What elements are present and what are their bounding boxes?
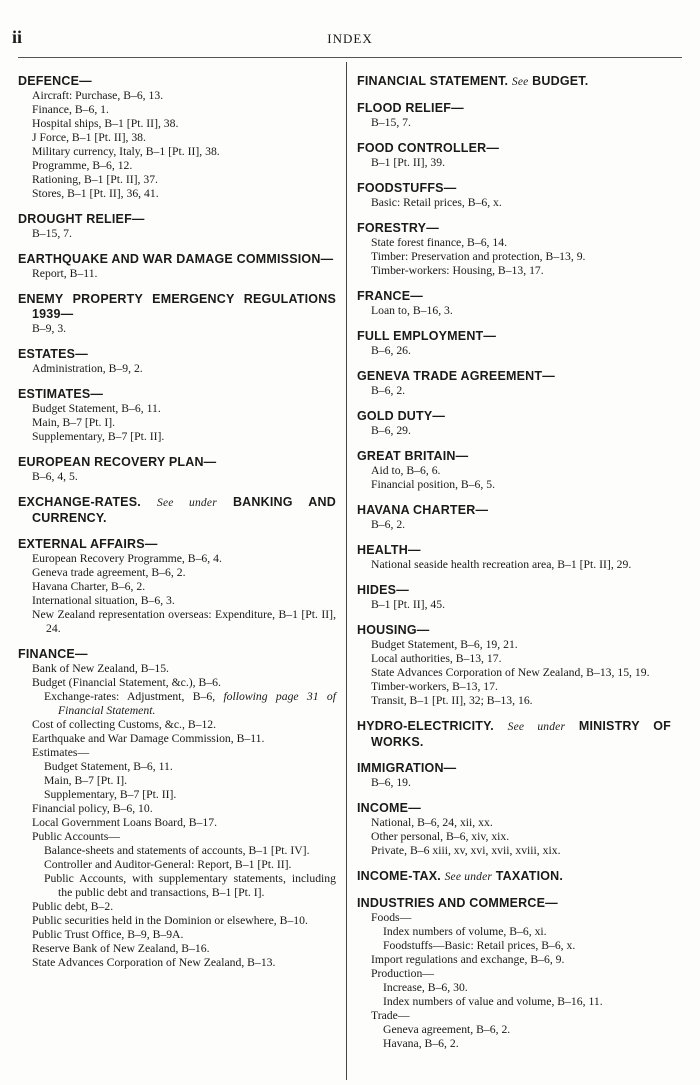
subentry: Public Trust Office, B–9, B–9A.	[32, 928, 184, 941]
index-entry	[18, 212, 336, 241]
entry-heading: ESTIMATES—	[18, 387, 104, 401]
index-entry	[18, 455, 336, 484]
subentry: B–15, 7.	[32, 227, 72, 240]
index-entry	[18, 347, 336, 376]
index-entry	[357, 369, 671, 398]
subentry: European Recovery Programme, B–6, 4.	[32, 552, 222, 565]
entry-heading: HYDRO-ELECTRICITY.	[357, 719, 494, 733]
see-target: BANKING AND CURRENCY.	[32, 495, 336, 525]
subentry: State Advances Corporation of New Zealand, B–13.	[32, 956, 276, 969]
see-target: MINISTRY OF WORKS.	[371, 719, 671, 749]
entry-heading: ESTATES—	[18, 347, 88, 361]
index-entry	[357, 761, 671, 790]
subentry: Index numbers of volume, B–6, xi.	[383, 925, 547, 938]
subentry: National seaside health recreation area, B–1 [Pt. II], 29.	[371, 558, 632, 571]
subentry: Finance, B–6, 1.	[32, 103, 109, 116]
subentry-text: Exchange-rates: Adjustment, B–6,	[44, 690, 216, 703]
entry-heading: GOLD DUTY—	[357, 409, 446, 423]
index-entry	[357, 289, 671, 318]
subentry: Increase, B–6, 30.	[383, 981, 468, 994]
subentry: Public securities held in the Dominion or elsewhere, B–10.	[32, 914, 308, 927]
page-header	[0, 0, 700, 60]
entry-heading: INCOME-TAX.	[357, 869, 441, 883]
see-target: BUDGET.	[532, 74, 589, 88]
index-entry	[18, 647, 336, 970]
subentry: Geneva agreement, B–6, 2.	[383, 1023, 511, 1036]
subentry: International situation, B–6, 3.	[32, 594, 175, 607]
entry-heading: HOUSING—	[357, 623, 430, 637]
entry-heading: FINANCIAL STATEMENT.	[357, 74, 509, 88]
subentry: Transit, B–1 [Pt. II], 32; B–13, 16.	[371, 694, 533, 707]
index-entry	[18, 292, 336, 336]
index-entry	[357, 449, 671, 492]
see-label: See under	[507, 721, 566, 733]
subentry: Financial position, B–6, 5.	[371, 478, 496, 491]
subentry: Havana, B–6, 2.	[383, 1037, 459, 1050]
subentry: Main, B–7 [Pt. I].	[44, 774, 128, 787]
see-label: See under	[444, 871, 493, 883]
subentry: Timber: Preservation and protection, B–13, 9.	[371, 250, 586, 263]
subentry: Financial policy, B–6, 10.	[32, 802, 153, 815]
index-entry	[357, 503, 671, 532]
cross-reference	[357, 869, 671, 885]
index-entry	[357, 896, 671, 1051]
subentry: B–6, 26.	[371, 344, 411, 357]
entry-heading: FOODSTUFFS—	[357, 181, 457, 195]
cross-reference	[357, 719, 671, 750]
subentry: Production—	[371, 967, 434, 980]
subentry: Timber-workers: Housing, B–13, 17.	[371, 264, 544, 277]
subentry: Supplementary, B–7 [Pt. II].	[44, 788, 177, 801]
subentry: Controller and Auditor-General: Report, B–1 [Pt. II].	[44, 858, 292, 871]
page-title: INDEX	[327, 31, 373, 46]
see-label: See	[511, 76, 529, 88]
entry-heading: IMMIGRATION—	[357, 761, 457, 775]
entry-heading: INCOME—	[357, 801, 421, 815]
subentry: Military currency, Italy, B–1 [Pt. II], 38.	[32, 145, 220, 158]
index-column-left	[18, 74, 336, 981]
subentry: Import regulations and exchange, B–6, 9.	[371, 953, 565, 966]
subentry	[18, 690, 336, 718]
subentry: Local authorities, B–13, 17.	[371, 652, 502, 665]
subentry: B–1 [Pt. II], 39.	[371, 156, 446, 169]
entry-heading: FRANCE—	[357, 289, 423, 303]
cross-reference	[18, 495, 336, 526]
entry-heading: FULL EMPLOYMENT—	[357, 329, 497, 343]
subentry-text-italic: following page 31 of Financial Statement.	[58, 690, 337, 717]
index-entry	[18, 495, 336, 526]
subentry: B–15, 7.	[371, 116, 411, 129]
subentry: Reserve Bank of New Zealand, B–16.	[32, 942, 210, 955]
subentry: Other personal, B–6, xiv, xix.	[371, 830, 510, 843]
entry-heading: FORESTRY—	[357, 221, 439, 235]
entry-heading: FLOOD RELIEF—	[357, 101, 464, 115]
subentry: B–6, 2.	[371, 384, 406, 397]
subentry: Private, B–6 xiii, xv, xvi, xvii, xviii, xix.	[371, 844, 561, 857]
entry-heading: DEFENCE—	[18, 74, 92, 88]
subentry: Foodstuffs—Basic: Retail prices, B–6, x.	[383, 939, 576, 952]
index-entry	[357, 101, 671, 130]
subentry: Trade—	[371, 1009, 410, 1022]
subentry: Index numbers of value and volume, B–16, 11.	[383, 995, 603, 1008]
index-entry	[357, 583, 671, 612]
subentry: Budget Statement, B–6, 11.	[32, 402, 161, 415]
header-rule	[18, 57, 682, 58]
index-column-right	[357, 74, 671, 1062]
subentry: Hospital ships, B–1 [Pt. II], 38.	[32, 117, 179, 130]
entry-heading: EARTHQUAKE AND WAR DAMAGE COMMISSION—	[18, 252, 334, 266]
subentry: Programme, B–6, 12.	[32, 159, 133, 172]
subentry: Foods—	[371, 911, 412, 924]
subentry: Budget Statement, B–6, 11.	[44, 760, 173, 773]
subentry: Public debt, B–2.	[32, 900, 114, 913]
entry-heading: DROUGHT RELIEF—	[18, 212, 145, 226]
subentry: Estimates—	[32, 746, 90, 759]
index-entry	[18, 537, 336, 636]
subentry: Administration, B–9, 2.	[32, 362, 143, 375]
subentry: Bank of New Zealand, B–15.	[32, 662, 169, 675]
subentry: Earthquake and War Damage Commission, B–11.	[32, 732, 265, 745]
subentry: Havana Charter, B–6, 2.	[32, 580, 146, 593]
subentry: Timber-workers, B–13, 17.	[371, 680, 498, 693]
subentry: B–9, 3.	[32, 322, 67, 335]
entry-heading: HIDES—	[357, 583, 409, 597]
entry-heading: HAVANA CHARTER—	[357, 503, 489, 517]
subentry: Basic: Retail prices, B–6, x.	[371, 196, 502, 209]
subentry: Budget (Financial Statement, &c.), B–6.	[32, 676, 221, 689]
index-entry	[357, 869, 671, 885]
subentry: Report, B–11.	[32, 267, 98, 280]
entry-heading: GENEVA TRADE AGREEMENT—	[357, 369, 555, 383]
entry-heading: FOOD CONTROLLER—	[357, 141, 500, 155]
subentry: B–1 [Pt. II], 45.	[371, 598, 446, 611]
subentry: B–6, 29.	[371, 424, 411, 437]
index-entry	[18, 252, 336, 281]
subentry: State forest finance, B–6, 14.	[371, 236, 507, 249]
index-entry	[357, 221, 671, 278]
index-entry	[357, 409, 671, 438]
see-label: See under	[157, 497, 217, 509]
subentry: B–6, 2.	[371, 518, 406, 531]
entry-heading: INDUSTRIES AND COMMERCE—	[357, 896, 558, 910]
index-entry	[357, 801, 671, 858]
subentry: Main, B–7 [Pt. I].	[32, 416, 116, 429]
cross-reference	[357, 74, 671, 90]
entry-heading: FINANCE—	[18, 647, 88, 661]
subentry: Rationing, B–1 [Pt. II], 37.	[32, 173, 158, 186]
index-entry	[357, 623, 671, 708]
subentry: Balance-sheets and statements of accounts, B–1 [Pt. IV].	[44, 844, 310, 857]
subentry: Supplementary, B–7 [Pt. II].	[32, 430, 165, 443]
index-entry	[357, 543, 671, 572]
entry-heading: GREAT BRITAIN—	[357, 449, 469, 463]
subentry: Public Accounts, with supplementary statements, including the public debt and transactions, B–1 [Pt. I].	[44, 872, 336, 899]
subentry: Aid to, B–6, 6.	[371, 464, 441, 477]
subentry: Cost of collecting Customs, &c., B–12.	[32, 718, 217, 731]
subentry: J Force, B–1 [Pt. II], 38.	[32, 131, 146, 144]
entry-heading: EXCHANGE-RATES.	[18, 495, 141, 509]
index-entry	[18, 387, 336, 444]
entry-heading: EXTERNAL AFFAIRS—	[18, 537, 158, 551]
page-number: ii	[12, 27, 23, 47]
subentry: Geneva trade agreement, B–6, 2.	[32, 566, 186, 579]
index-entry	[357, 141, 671, 170]
index-entry	[357, 719, 671, 750]
subentry: Public Accounts—	[32, 830, 120, 843]
subentry: B–6, 19.	[371, 776, 411, 789]
index-entry	[357, 74, 671, 90]
index-entry	[357, 329, 671, 358]
entry-heading: EUROPEAN RECOVERY PLAN—	[18, 455, 217, 469]
see-target: TAXATION.	[495, 869, 564, 883]
subentry: New Zealand representation overseas: Expenditure, B–1 [Pt. II], 24.	[32, 608, 336, 635]
column-divider	[346, 62, 347, 1080]
index-entry	[357, 181, 671, 210]
subentry: Aircraft: Purchase, B–6, 13.	[32, 89, 164, 102]
subentry: State Advances Corporation of New Zealand, B–13, 15, 19.	[371, 666, 650, 679]
index-entry	[18, 74, 336, 201]
subentry: Local Government Loans Board, B–17.	[32, 816, 218, 829]
entry-heading: HEALTH—	[357, 543, 421, 557]
subentry: Loan to, B–16, 3.	[371, 304, 453, 317]
entry-heading: ENEMY PROPERTY EMERGENCY REGULATIONS 1939—	[18, 292, 336, 321]
subentry: Stores, B–1 [Pt. II], 36, 41.	[32, 187, 159, 200]
subentry: Budget Statement, B–6, 19, 21.	[371, 638, 518, 651]
subentry: National, B–6, 24, xii, xx.	[371, 816, 493, 829]
subentry: B–6, 4, 5.	[32, 470, 78, 483]
